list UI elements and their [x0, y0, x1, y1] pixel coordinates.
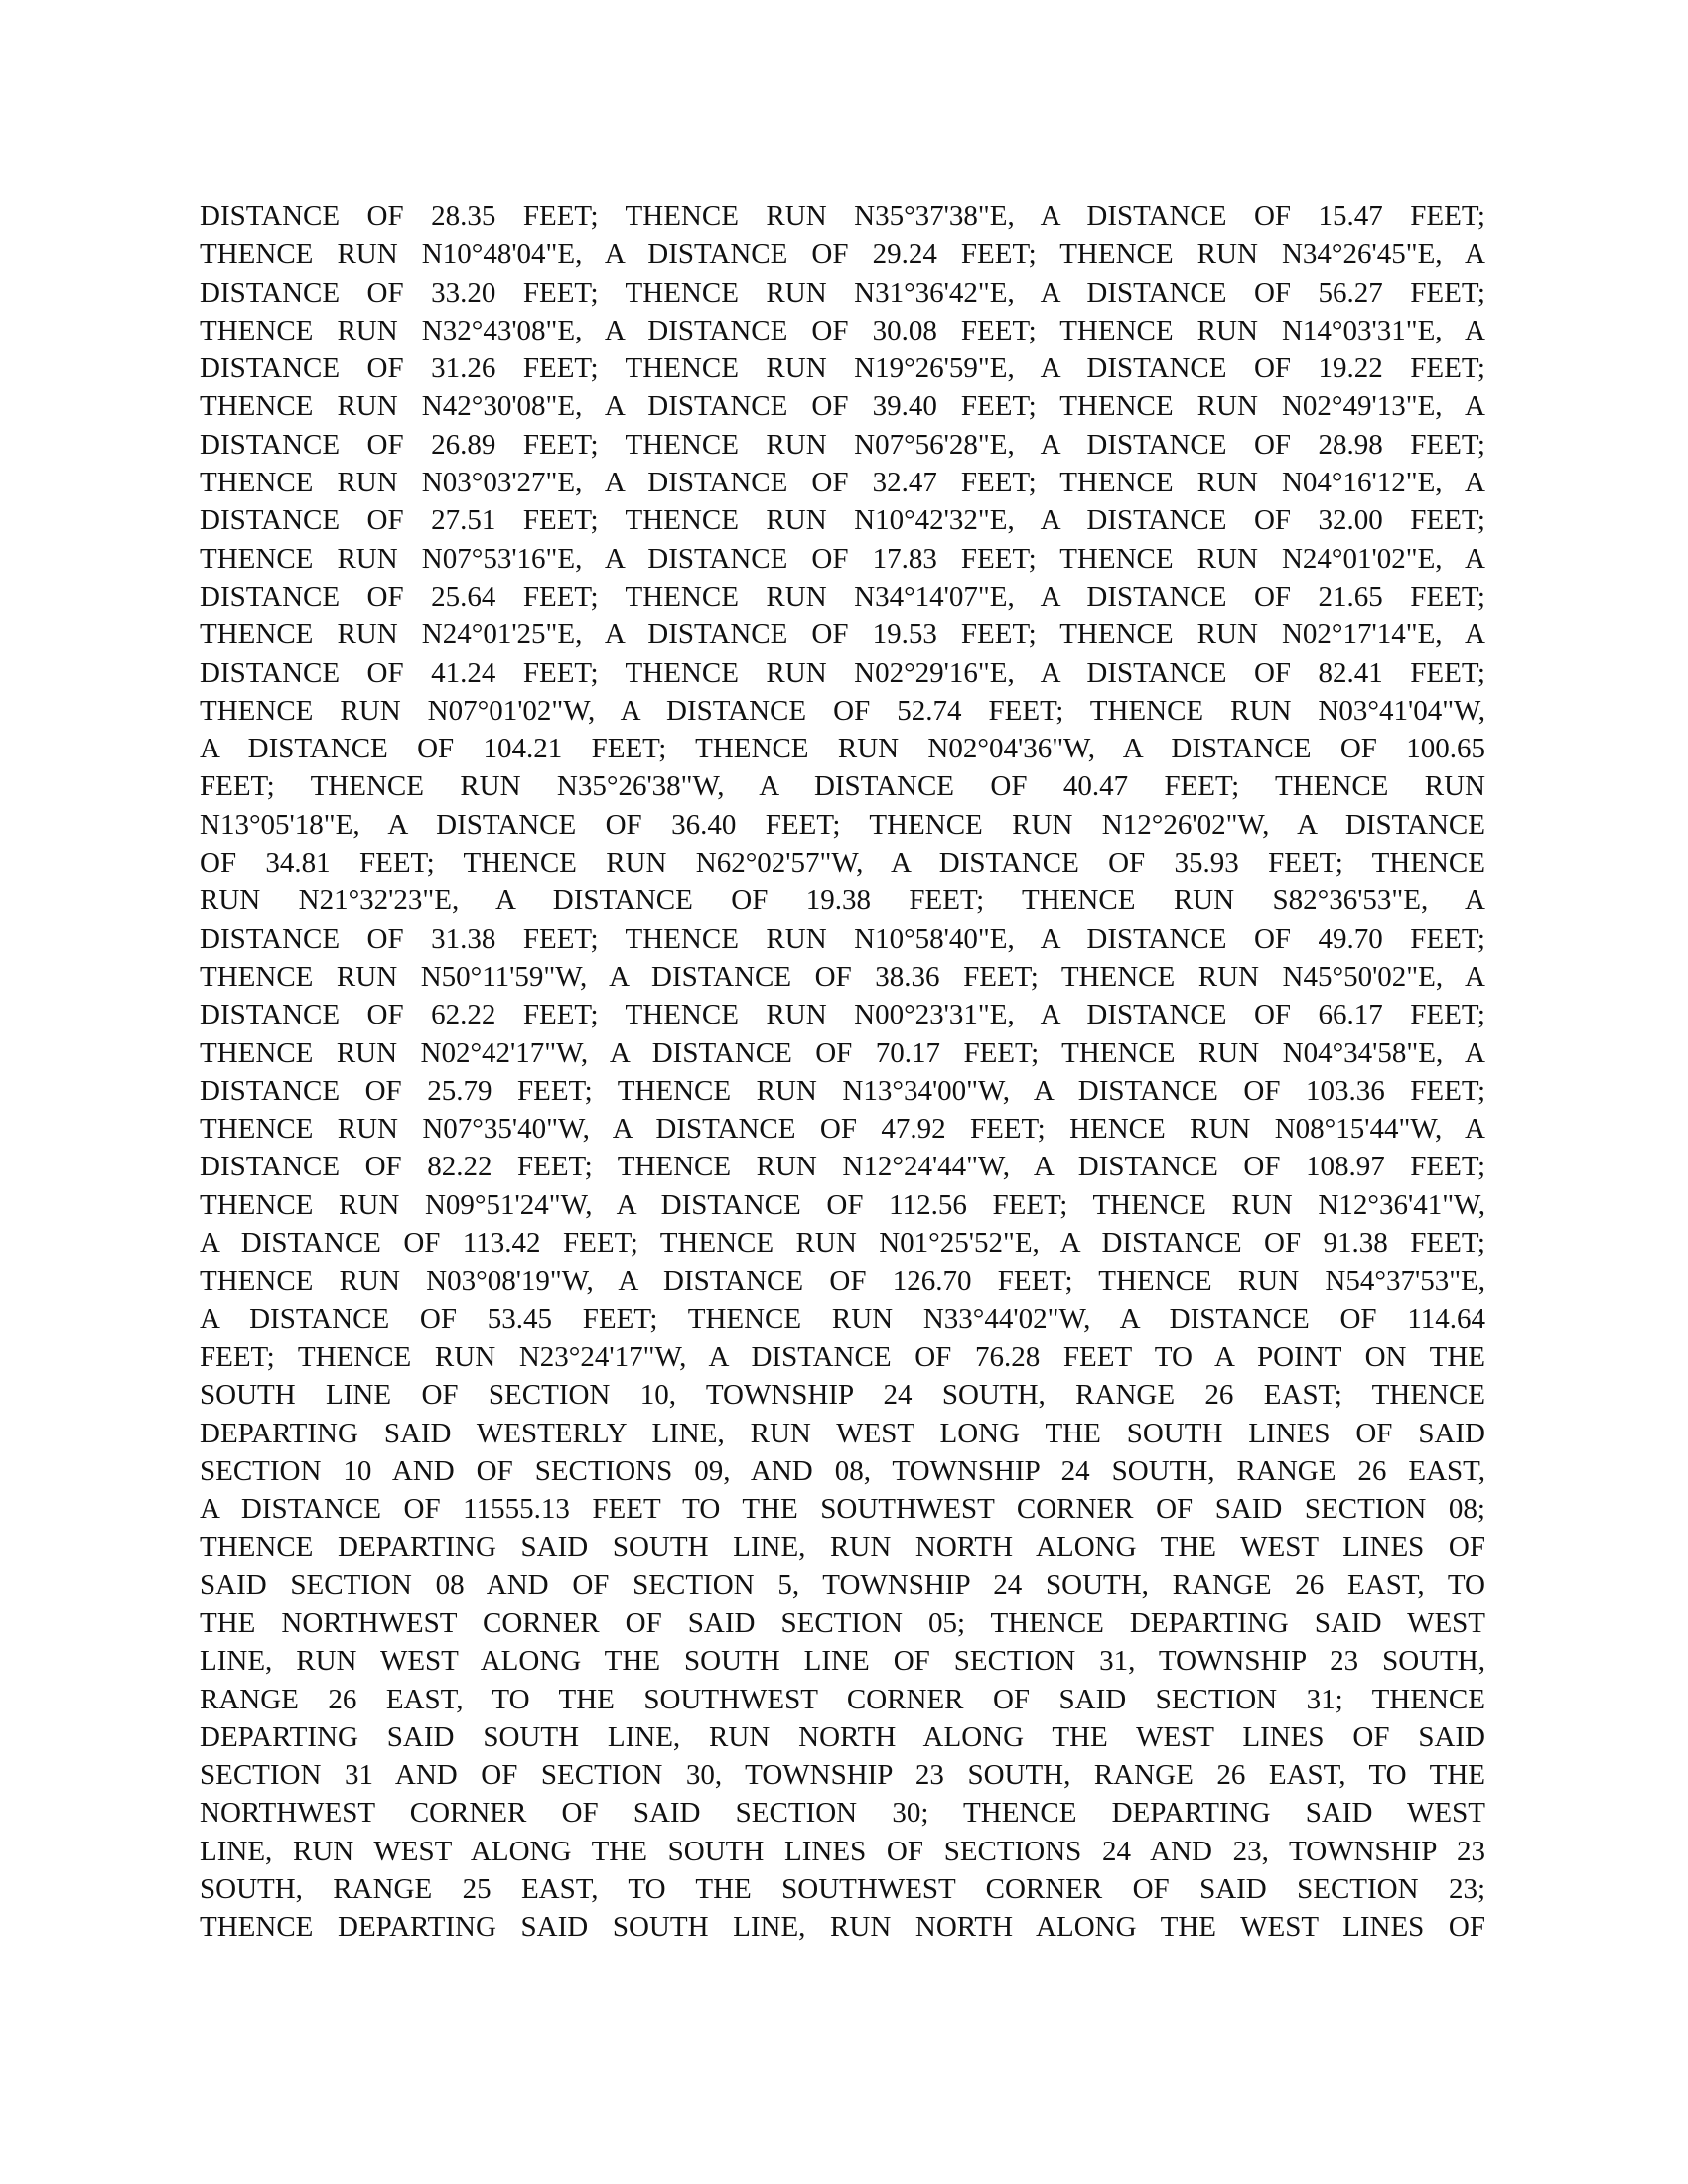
text-line [200, 1908, 1485, 1946]
text-line-content: DISTANCE OF 26.89 FEET; THENCE RUN N07°56'28"E, A DISTANCE OF 28.98 FEET; [200, 428, 1485, 461]
text-line [200, 1794, 1485, 1832]
text-line [200, 501, 1485, 539]
text-line-content: THENCE RUN N07°53'16"E, A DISTANCE OF 17.83 FEET; THENCE RUN N24°01'02"E, A [200, 542, 1485, 575]
text-line [200, 1452, 1485, 1490]
text-line [200, 920, 1485, 958]
text-line-content: SOUTH LINE OF SECTION 10, TOWNSHIP 24 SOUTH, RANGE 26 EAST; THENCE [200, 1379, 1485, 1412]
text-line-content: LINE, RUN WEST ALONG THE SOUTH LINES OF SECTIONS 24 AND 23, TOWNSHIP 23 [200, 1835, 1485, 1867]
text-line-content: FEET; THENCE RUN N35°26'38"W, A DISTANCE OF 40.47 FEET; THENCE RUN [200, 770, 1485, 803]
text-line-content: THENCE RUN N50°11'59"W, A DISTANCE OF 38.36 FEET; THENCE RUN N45°50'02"E, A [200, 960, 1485, 993]
legal-description-text [200, 198, 1485, 1947]
text-line [200, 1148, 1485, 1185]
text-line [200, 1490, 1485, 1528]
text-line-content: DEPARTING SAID SOUTH LINE, RUN NORTH ALONG THE WEST LINES OF SAID [200, 1720, 1485, 1753]
text-line [200, 767, 1485, 805]
text-line [200, 692, 1485, 730]
text-line-content: A DISTANCE OF 113.42 FEET; THENCE RUN N01°25'52"E, A DISTANCE OF 91.38 FEET; [200, 1227, 1485, 1260]
text-line-content: N13°05'18"E, A DISTANCE OF 36.40 FEET; THENCE RUN N12°26'02"W, A DISTANCE [200, 808, 1485, 841]
text-line [200, 1718, 1485, 1756]
text-line [200, 235, 1485, 273]
text-line [200, 1376, 1485, 1414]
text-line-content: LINE, RUN WEST ALONG THE SOUTH LINE OF SECTION 31, TOWNSHIP 23 SOUTH, [200, 1645, 1485, 1678]
text-line [200, 1072, 1485, 1110]
text-line [200, 1528, 1485, 1566]
text-line [200, 312, 1485, 349]
text-line [200, 1604, 1485, 1642]
text-line-content: RANGE 26 EAST, TO THE SOUTHWEST CORNER OF SAID SECTION 31; THENCE [200, 1683, 1485, 1715]
text-line-content: DISTANCE OF 33.20 FEET; THENCE RUN N31°36'42"E, A DISTANCE OF 56.27 FEET; [200, 276, 1485, 309]
text-line-content: THENCE RUN N07°35'40"W, A DISTANCE OF 47.92 FEET; HENCE RUN N08°15'44"W, A [200, 1113, 1485, 1146]
text-line-content: RUN N21°32'23"E, A DISTANCE OF 19.38 FEET; THENCE RUN S82°36'53"E, A [200, 885, 1485, 917]
text-line-content: SECTION 31 AND OF SECTION 30, TOWNSHIP 23 SOUTH, RANGE 26 EAST, TO THE [200, 1759, 1485, 1792]
text-line [200, 387, 1485, 425]
text-line-content: SOUTH, RANGE 25 EAST, TO THE SOUTHWEST CORNER OF SAID SECTION 23; [200, 1873, 1485, 1906]
text-line-content: A DISTANCE OF 11555.13 FEET TO THE SOUTHWEST CORNER OF SAID SECTION 08; [200, 1493, 1485, 1526]
text-line [200, 540, 1485, 578]
text-line-content: DISTANCE OF 25.79 FEET; THENCE RUN N13°34'00"W, A DISTANCE OF 103.36 FEET; [200, 1074, 1485, 1107]
text-line-content: OF 34.81 FEET; THENCE RUN N62°02'57"W, A DISTANCE OF 35.93 FEET; THENCE [200, 847, 1485, 880]
text-line [200, 1870, 1485, 1908]
text-line [200, 958, 1485, 996]
text-line [200, 1756, 1485, 1794]
text-line-content: SECTION 10 AND OF SECTIONS 09, AND 08, TOWNSHIP 24 SOUTH, RANGE 26 EAST, [200, 1454, 1485, 1487]
text-line-content: THENCE RUN N09°51'24"W, A DISTANCE OF 112.56 FEET; THENCE RUN N12°36'41"W, [200, 1188, 1485, 1221]
text-line [200, 1110, 1485, 1148]
text-line-content: THENCE DEPARTING SAID SOUTH LINE, RUN NORTH ALONG THE WEST LINES OF [200, 1911, 1485, 1944]
text-line [200, 426, 1485, 464]
text-line [200, 464, 1485, 501]
text-line-content: THENCE RUN N02°42'17"W, A DISTANCE OF 70.17 FEET; THENCE RUN N04°34'58"E, A [200, 1036, 1485, 1069]
text-line-content: A DISTANCE OF 53.45 FEET; THENCE RUN N33°44'02"W, A DISTANCE OF 114.64 [200, 1302, 1485, 1335]
text-line-content: THENCE RUN N07°01'02"W, A DISTANCE OF 52.74 FEET; THENCE RUN N03°41'04"W, [200, 694, 1485, 727]
text-line-content: FEET; THENCE RUN N23°24'17"W, A DISTANCE OF 76.28 FEET TO A POINT ON THE [200, 1340, 1485, 1373]
text-line-content: NORTHWEST CORNER OF SAID SECTION 30; THENCE DEPARTING SAID WEST [200, 1797, 1485, 1830]
text-line-content: DISTANCE OF 25.64 FEET; THENCE RUN N34°14'07"E, A DISTANCE OF 21.65 FEET; [200, 580, 1485, 613]
text-line [200, 349, 1485, 387]
text-line-content: DISTANCE OF 41.24 FEET; THENCE RUN N02°29'16"E, A DISTANCE OF 82.41 FEET; [200, 656, 1485, 689]
text-line [200, 1833, 1485, 1870]
text-line [200, 806, 1485, 844]
text-line [200, 654, 1485, 692]
text-line [200, 615, 1485, 653]
text-line-content: THENCE RUN N03°03'27"E, A DISTANCE OF 32.47 FEET; THENCE RUN N04°16'12"E, A [200, 467, 1485, 499]
text-line [200, 1415, 1485, 1452]
text-line-content: A DISTANCE OF 104.21 FEET; THENCE RUN N02°04'36"W, A DISTANCE OF 100.65 [200, 733, 1485, 765]
text-line-content: THENCE DEPARTING SAID SOUTH LINE, RUN NORTH ALONG THE WEST LINES OF [200, 1531, 1485, 1564]
text-line-content: DISTANCE OF 31.38 FEET; THENCE RUN N10°58'40"E, A DISTANCE OF 49.70 FEET; [200, 922, 1485, 955]
text-line [200, 844, 1485, 882]
text-line [200, 578, 1485, 615]
text-line-content: THENCE RUN N03°08'19"W, A DISTANCE OF 126.70 FEET; THENCE RUN N54°37'53"E, [200, 1265, 1485, 1297]
text-line [200, 1034, 1485, 1072]
text-line [200, 882, 1485, 919]
text-line-content: DEPARTING SAID WESTERLY LINE, RUN WEST LONG THE SOUTH LINES OF SAID [200, 1417, 1485, 1449]
text-line [200, 1224, 1485, 1262]
text-line [200, 274, 1485, 312]
text-line-content: DISTANCE OF 31.26 FEET; THENCE RUN N19°26'59"E, A DISTANCE OF 19.22 FEET; [200, 352, 1485, 385]
text-line [200, 1338, 1485, 1376]
text-line [200, 1186, 1485, 1224]
text-line-content: DISTANCE OF 27.51 FEET; THENCE RUN N10°42'32"E, A DISTANCE OF 32.00 FEET; [200, 504, 1485, 537]
text-line-content: THENCE RUN N32°43'08"E, A DISTANCE OF 30.08 FEET; THENCE RUN N14°03'31"E, A [200, 314, 1485, 346]
text-line [200, 1262, 1485, 1299]
text-line-content: THENCE RUN N42°30'08"E, A DISTANCE OF 39.40 FEET; THENCE RUN N02°49'13"E, A [200, 390, 1485, 423]
text-line [200, 198, 1485, 235]
text-line-content: DISTANCE OF 62.22 FEET; THENCE RUN N00°23'31"E, A DISTANCE OF 66.17 FEET; [200, 999, 1485, 1031]
text-line-content: DISTANCE OF 28.35 FEET; THENCE RUN N35°37'38"E, A DISTANCE OF 15.47 FEET; [200, 201, 1485, 232]
text-line [200, 1681, 1485, 1718]
text-line-content: THE NORTHWEST CORNER OF SAID SECTION 05; THENCE DEPARTING SAID WEST [200, 1606, 1485, 1639]
text-line-content: DISTANCE OF 82.22 FEET; THENCE RUN N12°24'44"W, A DISTANCE OF 108.97 FEET; [200, 1151, 1485, 1183]
text-line-content: THENCE RUN N10°48'04"E, A DISTANCE OF 29.24 FEET; THENCE RUN N34°26'45"E, A [200, 238, 1485, 271]
text-line [200, 1300, 1485, 1338]
text-line [200, 1567, 1485, 1604]
text-line [200, 1642, 1485, 1680]
text-line-content: SAID SECTION 08 AND OF SECTION 5, TOWNSHIP 24 SOUTH, RANGE 26 EAST, TO [200, 1569, 1485, 1601]
text-line [200, 730, 1485, 767]
text-line [200, 996, 1485, 1033]
text-line-content: THENCE RUN N24°01'25"E, A DISTANCE OF 19.53 FEET; THENCE RUN N02°17'14"E, A [200, 618, 1485, 651]
